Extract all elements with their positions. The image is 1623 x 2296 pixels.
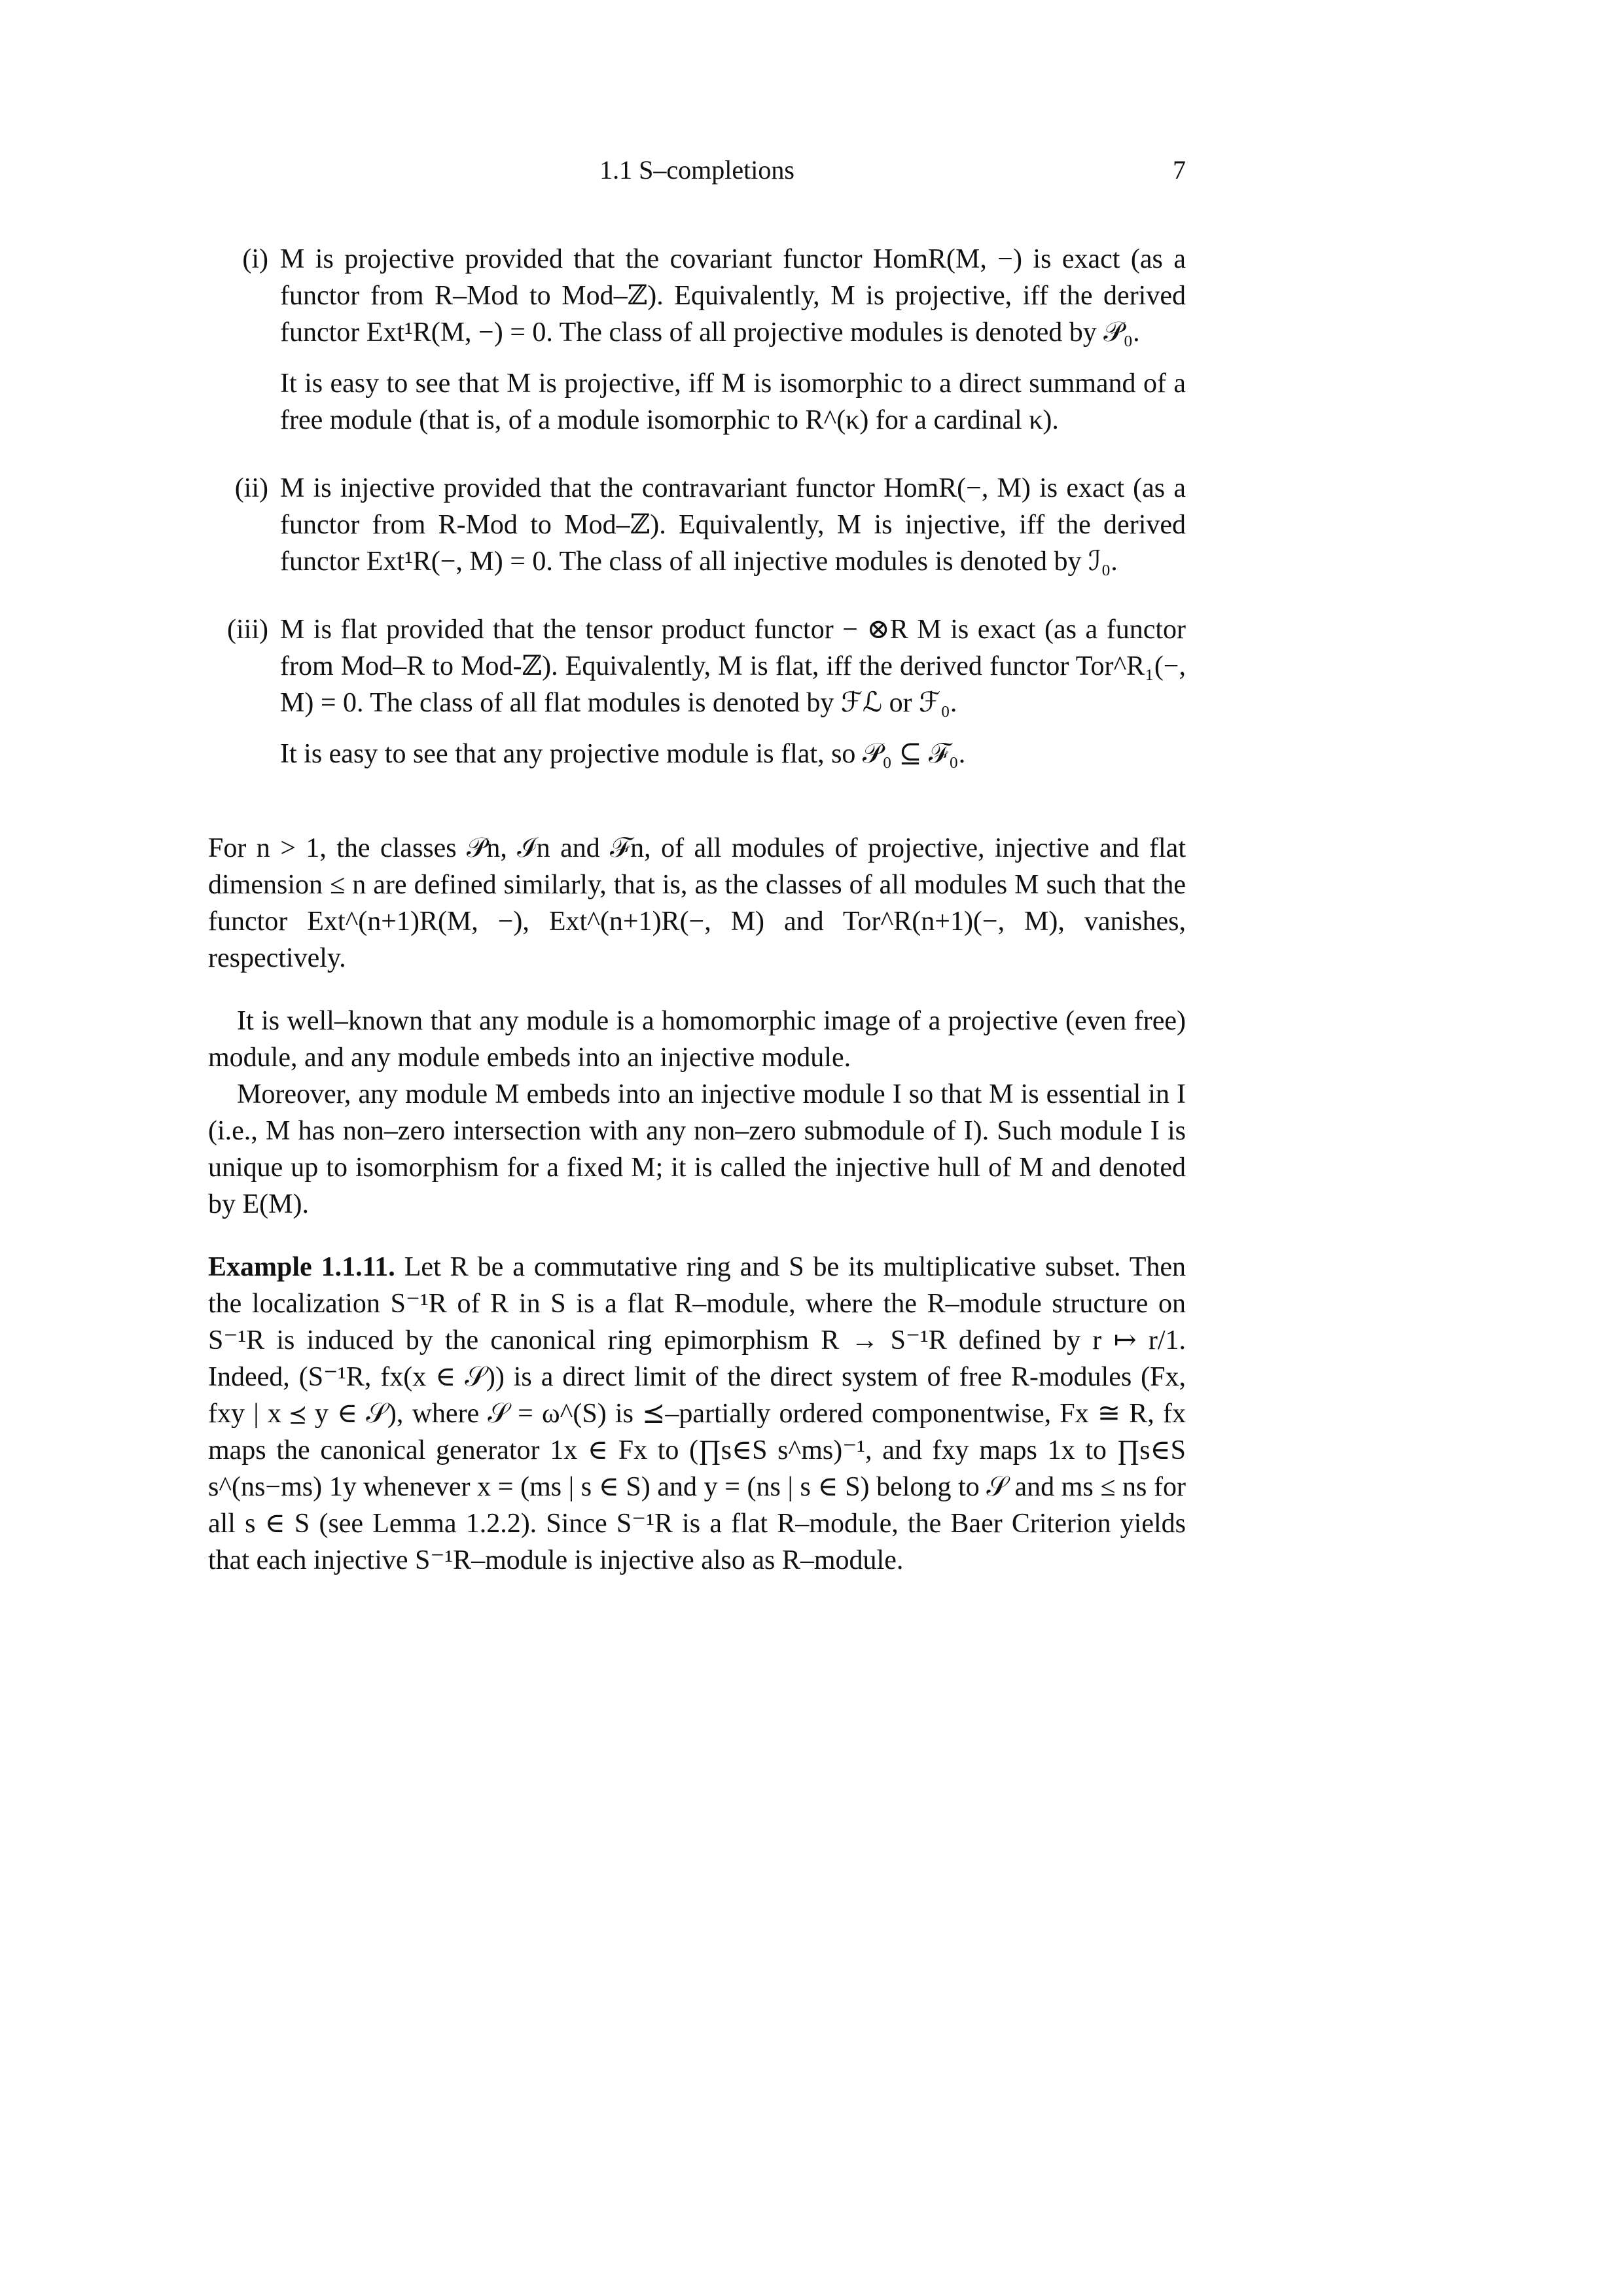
page-number: 7 [1173,155,1186,185]
paragraph-injective-hull: Moreover, any module M embeds into an injective module I so that M is essential in I (i.e., M has non–zero intersection with any non–zero submodule of I). Such module I is unique up to isomorphism for a fixed M; it is called the injective hull of M and denoted by E(M). [208,1079,1186,1219]
example-block [208,1249,1186,1579]
paragraph-dimension-classes: For n > 1, the classes 𝒫n, ℐn and ℱn, of all modules of projective, injective and flat dimension ≤ n are defined similarly, that is, as the classes of all modules M such that the functor Ext^(n+1)R(M, −), Ext^(n+1)R(−, M) and Tor^R(n+1)(−, M), vanishes, respectively. [208,833,1186,973]
list-item-injective [208,470,1186,580]
item-label: (ii) [234,473,268,503]
page-body [208,241,1186,1579]
section-title: 1.1 S–completions [599,155,794,185]
list-item-flat [208,611,1186,772]
example-text: Let R be a commutative ring and S be its multiplicative subset. Then the localization S⁻¹R of R in S is a flat R–module, where the R–module structure on S⁻¹R is induced by the canonical ring epimorphism R → S⁻¹R defined by r ↦ r/1. Indeed, (S⁻¹R, fx(x ∈ 𝒮)) is a direct limit of the direct system of free R-modules (Fx, fxy | x ⪯ y ∈ 𝒮), where 𝒮 = ω^(S) is ⪯–partially ordered componentwise, Fx ≅ R, fx maps the canonical generator 1x ∈ Fx to (∏s∈S s^ms)⁻¹, and fxy maps 1x to ∏s∈S s^(ns−ms) 1y whenever x = (ms | s ∈ S) and y = (ns | s ∈ S) belong to 𝒮 and ms ≤ ns for all s ∈ S (see Lemma 1.2.2). Since S⁻¹R is a flat R–module, the Baer Criterion yields that each injective S⁻¹R–module is injective also as R–module. [208,1252,1186,1575]
example-heading: Example 1.1.11. [208,1252,404,1282]
paragraph: It is easy to see that M is projective, iff M is isomorphic to a direct summand of a free module (that is, of a module isomorphic to R^(κ) for a cardinal κ). [280,368,1186,435]
running-header [208,154,1186,194]
list-item-projective [208,241,1186,439]
item-label: (i) [242,244,268,274]
paragraph: It is easy to see that any projective module is flat, so 𝒫₀ ⊆ ℱ₀. [280,739,966,769]
paragraph: M is injective provided that the contravariant functor HomR(−, M) is exact (as a functor from R-Mod to Mod–ℤ). Equivalently, M is injective, iff the derived functor Ext¹R(−, M) = 0. The class of all injective modules is denoted by ℐ₀. [280,473,1186,577]
paragraph: M is flat provided that the tensor product functor − ⊗R M is exact (as a functor from Mod–R to Mod-ℤ). Equivalently, M is flat, iff the derived functor Tor^R₁(−, M) = 0. The class of all flat modules is denoted by ℱℒ or ℱ₀. [280,615,1186,718]
item-label: (iii) [227,615,268,645]
paragraph-well-known: It is well–known that any module is a homomorphic image of a projective (even free) module, and any module embeds into an injective module. [208,1006,1186,1073]
paragraph: M is projective provided that the covariant functor HomR(M, −) is exact (as a functor from R–Mod to Mod–ℤ). Equivalently, M is projective, iff the derived functor Ext¹R(M, −) = 0. The class of all projective modules is denoted by 𝒫₀. [280,244,1186,348]
